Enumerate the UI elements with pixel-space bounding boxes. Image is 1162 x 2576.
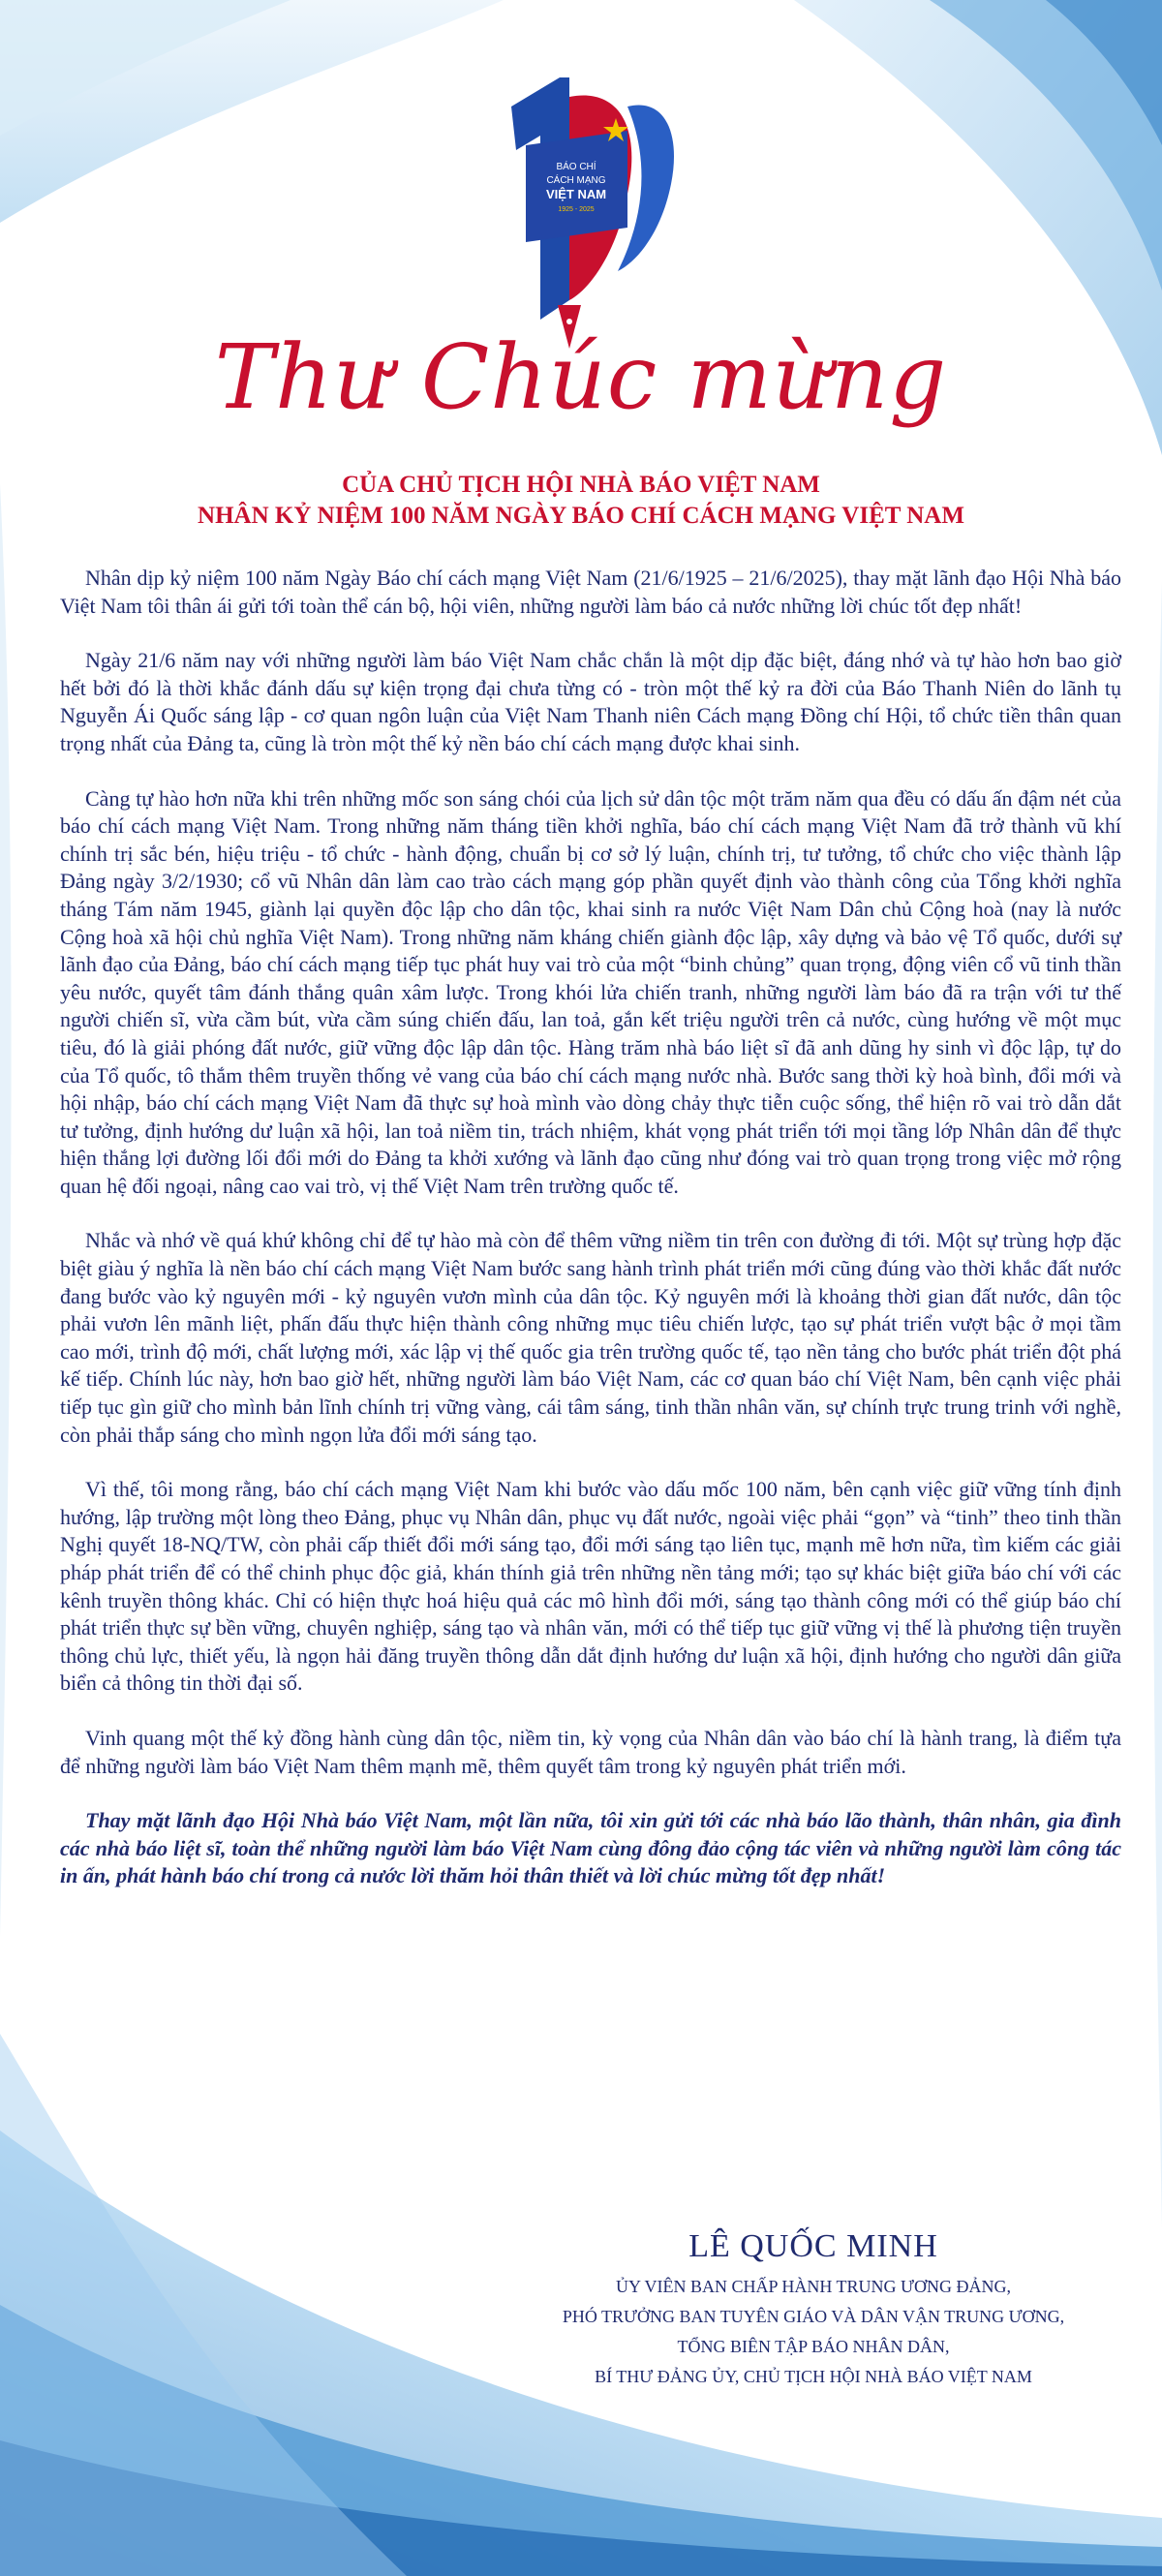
letter-subtitle-line2: NHÂN KỶ NIỆM 100 NĂM NGÀY BÁO CHÍ CÁCH MẠNG VIỆT NAM	[198, 503, 964, 529]
signatory-title: ỦY VIÊN BAN CHẤP HÀNH TRUNG ƯƠNG ĐẢNG,	[616, 2277, 1011, 2296]
signatory-title: BÍ THƯ ĐẢNG ỦY, CHỦ TỊCH HỘI NHÀ BÁO VIỆT NAM	[595, 2367, 1032, 2386]
letter-paragraph: Ngày 21/6 năm nay với những người làm báo Việt Nam chắc chắn là một dịp đặc biệt, đáng nhớ và tự hào hơn bao giờ hết bởi đó là thời khắc đánh dấu sự kiện trọng đại chưa từng có - tròn một thế kỷ ra đời của Báo Thanh Niên do lãnh tụ Nguyễn Ái Quốc sáng lập - cơ quan ngôn luận của Việt Nam Thanh niên Cách mạng Đồng chí Hội, tổ chức tiền thân quan trọng nhất của Đảng ta, cũng là tròn một thế kỷ nền báo chí cách mạng được khai sinh.	[60, 648, 1121, 755]
logo-years: 1925 - 2025	[558, 206, 595, 213]
letter-body	[60, 565, 1121, 1917]
logo-text-line1: BÁO CHÍ	[556, 162, 596, 172]
logo-text-line2: CÁCH MẠNG	[546, 175, 606, 186]
signatory-title: TỔNG BIÊN TẬP BÁO NHÂN DÂN,	[677, 2337, 950, 2356]
signatory-title: PHÓ TRƯỞNG BAN TUYÊN GIÁO VÀ DÂN VẬN TRUNG ƯƠNG,	[562, 2307, 1065, 2326]
logo-text-line3: VIỆT NAM	[545, 187, 607, 201]
letter-paragraph: Vì thế, tôi mong rằng, báo chí cách mạng Việt Nam khi bước vào dấu mốc 100 năm, bên cạnh việc giữ vững tính định hướng, lập trường một lòng theo Đảng, phục vụ Nhân dân, phục vụ đất nước, ngoài việc phải “gọn” và “tinh” theo tinh thần Nghị quyết 18-NQ/TW, còn phải cấp thiết đổi mới sáng tạo, đổi mới sáng tạo liên tục, mạnh mẽ hơn nữa, tìm kiếm các giải pháp phát triển để có thể chinh phục độc giả, khán thính giả trên những nền tảng mới; tạo sự khác biệt giữa báo chí với các kênh truyền thông khác. Chỉ có hiện thực hoá hiệu quả các mô hình đổi mới, sáng tạo thành công mới có thể giúp báo chí phát triển thực sự bền vững, chuyên nghiệp, sáng tạo và nhân văn, mới có thể tiếp tục giữ vững vị thế là phương tiện truyền thông chủ lực, thiết yếu, là ngọn hải đăng truyền thông dẫn dắt định hướng dư luận xã hội, định hướng cho người dân giữa biển cả thông tin thời đại số.	[60, 1477, 1121, 1696]
letter-subtitle-line1: CỦA CHỦ TỊCH HỘI NHÀ BÁO VIỆT NAM	[342, 472, 820, 498]
letter-paragraph: Nhắc và nhớ về quá khứ không chỉ để tự hào mà còn để thêm vững niềm tin trên con đường đi tới. Một sự trùng hợp đặc biệt giàu ý nghĩa là nền báo chí cách mạng Việt Nam bước sang hành trình phát triển mới cũng đúng vào thời khắc đất nước đang bước vào kỷ nguyên mới - kỷ nguyên vươn mình của dân tộc. Kỷ nguyên mới là khoảng thời gian đất nước, dân tộc phải vươn lên mãnh liệt, phấn đấu thực hiện thành công những mục tiêu chiến lược, tạo sự phát triển vượt bậc ở mọi tầm cao mới, trình độ mới, chất lượng mới, xác lập vị thế quốc gia trên trường quốc tế, tạo nền tảng cho bước phát triển đột phá kế tiếp. Chính lúc này, hơn bao giờ hết, những người làm báo Việt Nam, các cơ quan báo chí Việt Nam, bên cạnh việc phải tiếp tục gìn giữ cho mình bản lĩnh chính trị vững vàng, cái tâm sáng, tinh thần nhân văn, sự chính trực trung trinh với nghề, còn phải thắp sáng cho mình ngọn lửa đổi mới sáng tạo.	[60, 1228, 1121, 1447]
letter-title: Thư Chúc mừng	[214, 325, 948, 429]
letter-closing-paragraph: Thay mặt lãnh đạo Hội Nhà báo Việt Nam, một lần nữa, tôi xin gửi tới các nhà báo lão thành, thân nhân, gia đình các nhà báo liệt sĩ, toàn thể những người làm báo Việt Nam cùng đông đảo cộng tác viên và những người làm công tác in ấn, phát hành báo chí trong cả nước lời thăm hỏi thân thiết và lời chúc mừng tốt đẹp nhất!	[60, 1808, 1121, 1888]
letter-paragraph: Nhân dịp kỷ niệm 100 năm Ngày Báo chí cách mạng Việt Nam (21/6/1925 – 21/6/2025), thay mặt lãnh đạo Hội Nhà báo Việt Nam tôi thân ái gửi tới toàn thể cán bộ, hội viên, những người làm báo cả nước những lời chúc tốt đẹp nhất!	[60, 566, 1121, 618]
letter-paragraph: Vinh quang một thế kỷ đồng hành cùng dân tộc, niềm tin, kỳ vọng của Nhân dân vào báo chí là hành trang, là điểm tựa để những người làm báo Việt Nam thêm mạnh mẽ, thêm quyết tâm trong kỷ nguyên phát triển mới.	[60, 1725, 1121, 1778]
letter-paragraph: Càng tự hào hơn nữa khi trên những mốc son sáng chói của lịch sử dân tộc một trăm năm qua đều có dấu ấn đậm nét của báo chí cách mạng Việt Nam. Trong những năm tháng tiền khởi nghĩa, báo chí cách mạng Việt Nam đã trở thành vũ khí chính trị sắc bén, hiệu triệu - tổ chức - hành động, chuẩn bị cơ sở lý luận, chính trị, tư tưởng, tổ chức cho việc thành lập Đảng ngày 3/2/1930; cổ vũ Nhân dân làm cao trào cách mạng góp phần quyết định vào thành công của Tổng khởi nghĩa tháng Tám năm 1945, giành lại quyền độc lập cho dân tộc, khai sinh ra nước Việt Nam Dân chủ Cộng hoà (nay là nước Cộng hoà xã hội chủ nghĩa Việt Nam). Trong những năm kháng chiến giành độc lập, xây dựng và bảo vệ Tổ quốc, dưới sự lãnh đạo của Đảng, báo chí cách mạng tiếp tục phát huy vai trò của một “binh chủng” quan trọng, động viên cổ vũ tinh thần yêu nước, quyết tâm đánh thắng quân xâm lược. Trong khói lửa chiến tranh, những người làm báo đã ra trận với tư thế người chiến sĩ, vừa cầm bút, vừa cầm súng chiến đấu, lan toả, gắn kết triệu người trên cả nước, cùng hướng về một mục tiêu, đó là giải phóng đất nước, giữ vững độc lập dân tộc. Hàng trăm nhà báo liệt sĩ đã anh dũng hy sinh vì độc lập, tự do của Tổ quốc, tô thắm thêm truyền thống vẻ vang của báo chí cách mạng nước nhà. Bước sang thời kỳ hoà bình, đổi mới và hội nhập, báo chí cách mạng Việt Nam đã thực sự hoà mình vào dòng chảy thực tiễn cuộc sống, thể hiện rõ vai trò dẫn dắt tư tưởng, định hướng dư luận xã hội, lan toả niềm tin, trách nhiệm, khát vọng phát triển tới mọi tầng lớp Nhân dân để thực hiện thắng lợi đường lối đổi mới do Đảng ta khởi xướng và lãnh đạo cũng như đóng vai trò quan trọng trong việc mở rộng quan hệ đối ngoại, nâng cao vai trò, vị thế Việt Nam trên trường quốc tế.	[60, 785, 1121, 1198]
signature-block	[504, 2225, 1123, 2392]
signatory-name: LÊ QUỐC MINH	[688, 2228, 938, 2264]
